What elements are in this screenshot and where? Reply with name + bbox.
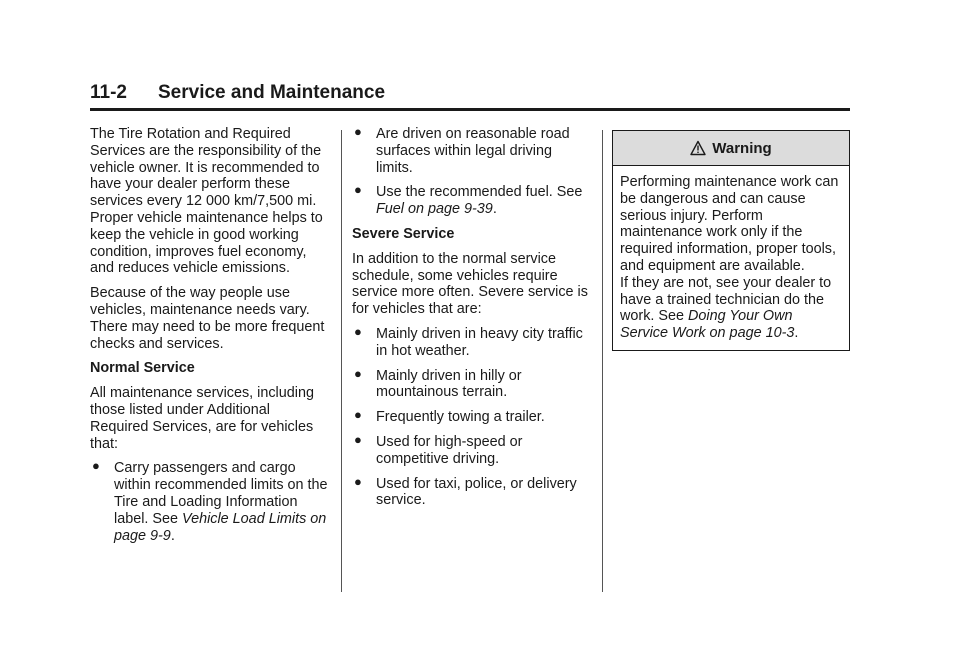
list-item: ● Frequently towing a trailer.: [354, 407, 545, 426]
usage-paragraph: Because of the way people use vehicles, maintenance needs vary. There may need to be more frequent checks and services.: [90, 285, 325, 352]
warning-text: If they are not, see your dealer to have a trained technician do the work. See: [620, 274, 832, 325]
section-title: Service and Maintenance: [158, 82, 386, 103]
column-divider: [341, 130, 342, 592]
list-item: ● Are driven on reasonable road surfaces within legal driving limits.: [354, 124, 570, 176]
severe-service-list: [352, 323, 592, 509]
page-header: [90, 82, 850, 111]
normal-service-paragraph: All maintenance services, including those listed under Additional Required Services, are for vehicles that:: [90, 385, 314, 452]
intro-paragraph: The Tire Rotation and Required Services are the responsibility of the vehicle owner. It is recommended to have your dealer perform these services every 12 000 km/7,500 mi. Proper vehicle maintenance helps to keep the vehicle in good working condition, improves fuel economy, and reduces vehicle emissions.: [90, 126, 323, 277]
severe-service-paragraph: In addition to the normal service schedule, some vehicles require service more often. Severe service is for vehicles that are:: [352, 250, 588, 318]
header-rule: [90, 108, 850, 111]
bullet-icon: ●: [354, 124, 362, 139]
column-left: [90, 126, 332, 552]
bullet-icon: ●: [354, 182, 362, 198]
bullet-icon: ●: [354, 323, 362, 339]
list-item: ● Mainly driven in hilly or mountainous terrain.: [354, 365, 522, 401]
normal-service-list: [90, 460, 332, 544]
warning-triangle-icon: [690, 140, 706, 156]
list-item: ● Used for high-speed or competitive driving.: [354, 431, 523, 467]
list-item: ● Use the recommended fuel. See Fuel on page 9-39.: [354, 182, 583, 218]
warning-body: Performing maintenance work can be dangerous and can cause serious injury. Perform maintenance work only if the required information, proper tools, and equipment are available. If they are not, see your dealer to have a trained technician do the work. See Doing Your Own Service Work on page 10-3.: [613, 166, 849, 350]
warning-text: Performing maintenance work can be dangerous and can cause serious injury. Perform maintenance work only if the required information, proper tools, and equipment are available.: [620, 174, 839, 274]
bullet-icon: ●: [354, 431, 362, 447]
page-number: 11-2: [90, 82, 127, 103]
list-item: ● Carry passengers and cargo within recommended limits on the Tire and Loading Information label. See Vehicle Load Limits on page 9-9.: [92, 458, 328, 544]
bullet-icon: ●: [92, 458, 100, 474]
warning-header: [613, 131, 849, 166]
cross-reference-link[interactable]: Doing Your Own Service Work on page 10-3: [620, 308, 795, 342]
list-item: ● Mainly driven in heavy city traffic in hot weather.: [354, 323, 583, 359]
column-middle: [352, 126, 592, 517]
warning-box: [612, 130, 850, 351]
cross-reference-link[interactable]: Fuel on page 9-39: [376, 201, 493, 218]
bullet-icon: ●: [354, 473, 362, 489]
bullet-icon: ●: [354, 365, 362, 381]
normal-service-heading: Normal Service: [90, 360, 195, 377]
bullet-icon: ●: [354, 407, 362, 423]
column-divider: [602, 130, 603, 592]
warning-title: Warning: [712, 139, 772, 157]
normal-service-list-continued: [352, 126, 592, 218]
severe-service-heading: Severe Service: [352, 225, 455, 242]
list-item: ● Used for taxi, police, or delivery service.: [354, 473, 577, 509]
cross-reference-link[interactable]: Vehicle Load Limits on page 9-9: [114, 510, 327, 544]
